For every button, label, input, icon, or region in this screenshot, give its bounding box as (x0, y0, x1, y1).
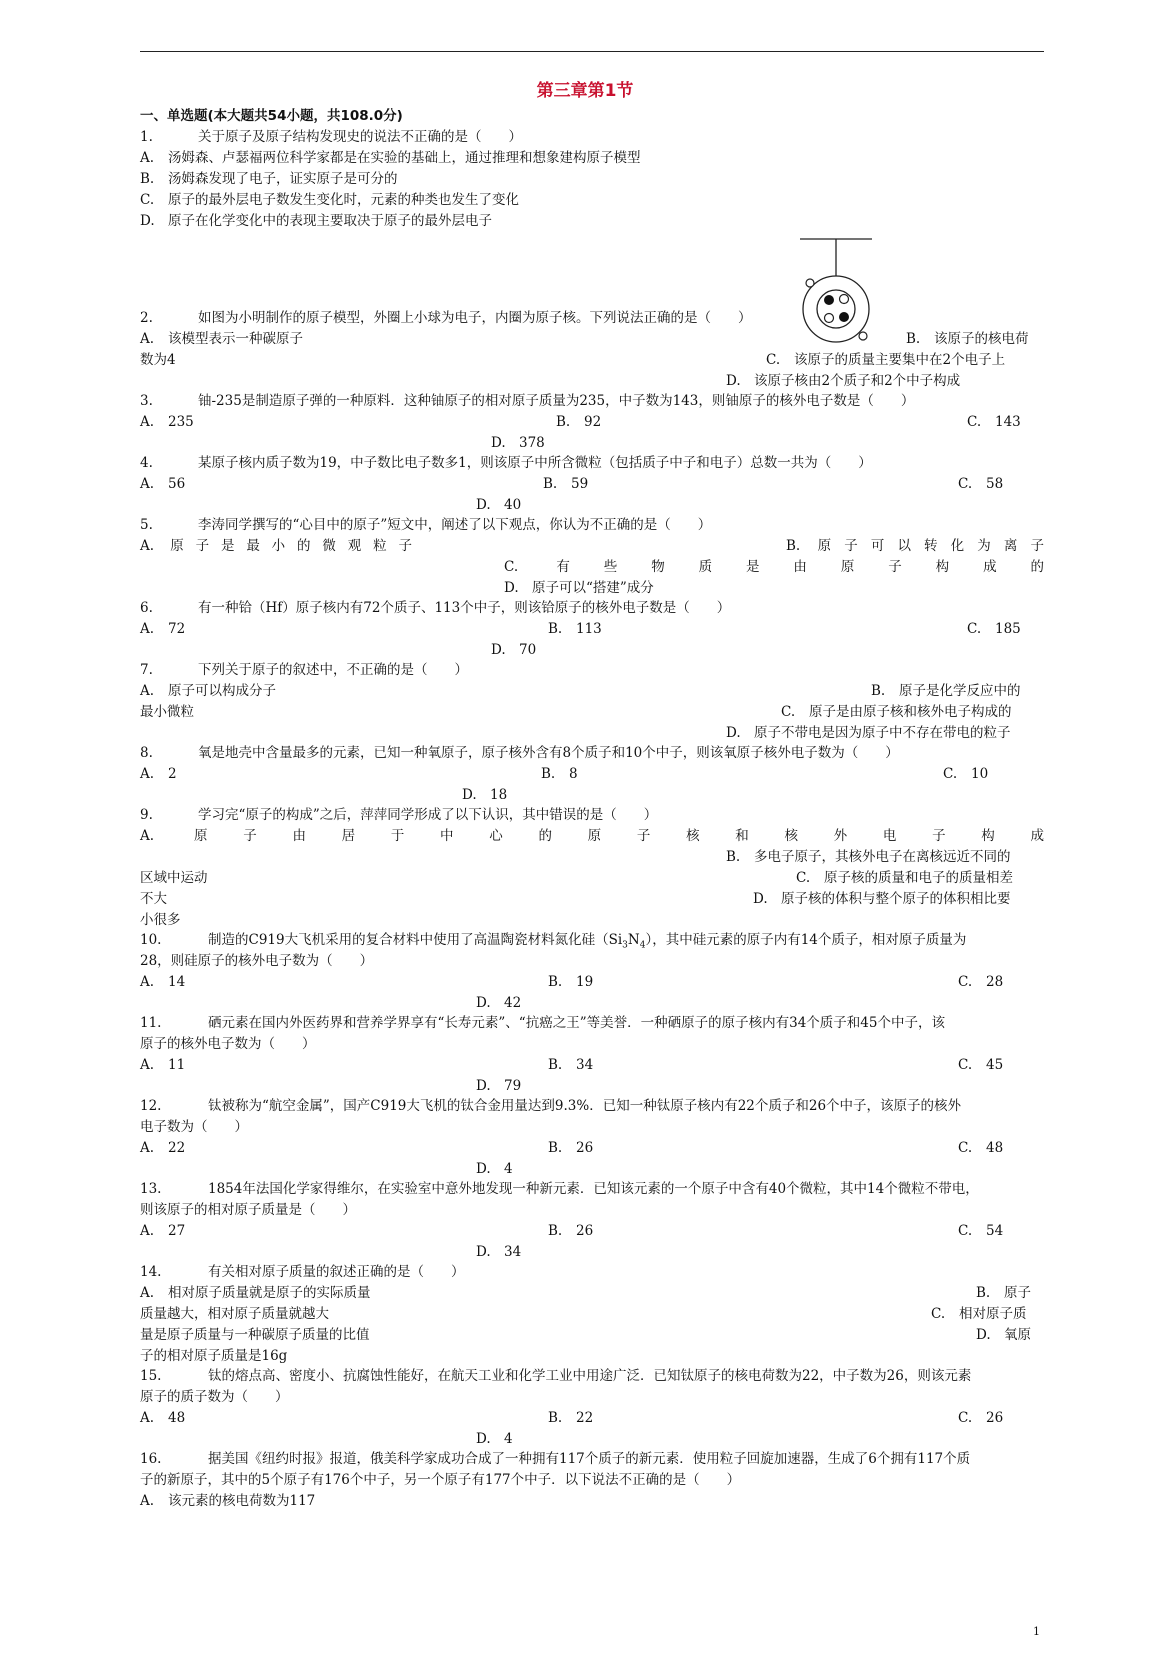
option-a: A. 14 (140, 974, 186, 990)
question-8: 8. 氧是地壳中含量最多的元素，已知一种氧原子，原子核外含有8个质子和10个中子，则该氧原子核外电子数为（ ） (140, 745, 899, 761)
option-d: D. 378 (491, 435, 545, 451)
question-13-cont: 则该原子的相对原子质量是（ ） (140, 1202, 356, 1218)
option-b: B. 19 (548, 974, 594, 990)
option-c: C. 原子的最外层电子数发生变化时，元素的种类也发生了变化 (140, 192, 519, 208)
option-a: A. 235 (140, 414, 194, 430)
option-a: A. 原子可以构成分子 (140, 683, 276, 699)
atom-model-figure (800, 238, 880, 350)
option-b: B. 26 (548, 1223, 594, 1239)
option-d: D. 70 (491, 642, 537, 658)
option-b-cont: 质量越大，相对原子质量就越大 (140, 1306, 329, 1322)
option-d: D. 原子在化学变化中的表现主要取决于原子的最外层电子 (140, 213, 492, 229)
option-b-cont: 区域中运动 (140, 870, 208, 886)
option-c: C. 45 (958, 1057, 1004, 1073)
page-title: 第三章第1节 (536, 81, 634, 101)
option-a: A. 2 (140, 766, 177, 782)
question-10-cont: 28，则硅原子的核外电子数为（ ） (140, 953, 374, 969)
option-b: B. 113 (548, 621, 602, 637)
question-13: 13. 1854年法国化学家得维尔，在实验室中意外地发现一种新元素．已知该元素的一个原子中含有40个微粒，其中14个微粒不带电， (140, 1181, 979, 1197)
option-d: D. 原子可以“搭建”成分 (504, 580, 654, 596)
option-b: B. 8 (541, 766, 578, 782)
option-c-cont: 量是原子质量与一种碳原子质量的比值 (140, 1327, 370, 1343)
option-c: C. 原子核的质量和电子的质量相差 (796, 870, 1013, 886)
option-c: C. 26 (958, 1410, 1004, 1426)
option-a: A. 原子由居于中心的原子核和核外电子构成 (140, 828, 1044, 844)
question-16: 16. 据美国《纽约时报》报道，俄美科学家成功合成了一种拥有117个质子的新元素．使用粒子回旋加速器，生成了6个拥有117个质 (140, 1451, 971, 1467)
option-d: D. 42 (476, 995, 522, 1011)
option-c: C. 28 (958, 974, 1004, 990)
option-a: A. 相对原子质量就是原子的实际质量 (140, 1285, 371, 1301)
question-12: 12. 钛被称为“航空金属”，国产C919大飞机的钛合金用量达到9.3%．已知一种钛原子核内有22个质子和26个中子，该原子的核外 (140, 1098, 962, 1114)
option-a: A. 该模型表示一种碳原子 (140, 331, 303, 347)
option-b: B. 26 (548, 1140, 594, 1156)
option-a: A. 72 (140, 621, 186, 637)
option-c: C. 143 (967, 414, 1021, 430)
option-a: A. 原子是最小的微观粒子 (140, 538, 413, 554)
option-a: A. 该元素的核电荷数为117 (140, 1493, 316, 1509)
option-c: C. 58 (958, 476, 1004, 492)
option-c: C. 48 (958, 1140, 1004, 1156)
question-9: 9. 学习完“原子的构成”之后，萍萍同学形成了以下认识，其中错误的是（ ） (140, 807, 658, 823)
option-b: B. 汤姆森发现了电子，证实原子是可分的 (140, 171, 398, 187)
question-15: 15. 钛的熔点高、密度小、抗腐蚀性能好，在航天工业和化学工业中用途广泛．已知钛原子的核电荷数为22，中子数为26，则该元素 (140, 1368, 972, 1384)
question-4: 4. 某原子核内质子数为19，中子数比电子数多1，则该原子中所含微粒（包括质子中子和电子）总数一共为（ ） (140, 455, 872, 471)
page-number: 1 (1033, 1625, 1040, 1638)
question-15-cont: 原子的质子数为（ ） (140, 1389, 289, 1405)
option-b: B. 原子可以转化为离子 (786, 538, 1044, 554)
question-10: 10. 制造的C919大飞机采用的复合材料中使用了高温陶瓷材料氮化硅$(Si_3N_4)$，其中硅元素的原子内有14个质子，相对原子质量为 (140, 932, 967, 951)
option-d: D. 该原子核由2个质子和2个中子构成 (726, 373, 961, 389)
option-d: D. 18 (462, 787, 508, 803)
option-c: C. 54 (958, 1223, 1004, 1239)
option-d-cont: 子的相对原子质量是16g (140, 1348, 288, 1364)
option-c-cont: 不大 (140, 891, 167, 907)
option-d: D. 氧原 (976, 1327, 1031, 1343)
option-a: A. 48 (140, 1410, 186, 1426)
option-b: B. 59 (543, 476, 589, 492)
option-b: B. 原子 (976, 1285, 1031, 1301)
option-d-cont: 小很多 (140, 912, 181, 928)
question-6: 6. 有一种铪（Hf）原子核内有72个质子、113个中子，则该铪原子的核外电子数是（ ） (140, 600, 731, 616)
option-c: C. 相对原子质 (931, 1306, 1027, 1322)
option-d: D. 40 (476, 497, 522, 513)
option-b-cont: 最小微粒 (140, 704, 194, 720)
option-a: A. 56 (140, 476, 186, 492)
option-b: B. 92 (556, 414, 602, 430)
option-a: A. 22 (140, 1140, 186, 1156)
question-1: 1. 关于原子及原子结构发现史的说法不正确的是（ ） (140, 129, 522, 145)
option-b-cont: 数为4 (140, 352, 176, 368)
option-c: C. 原子是由原子核和核外电子构成的 (781, 704, 1012, 720)
option-c: C. 该原子的质量主要集中在2个电子上 (766, 352, 1006, 368)
option-d: D. 4 (476, 1161, 513, 1177)
option-d: D. 原子核的体积与整个原子的体积相比要 (753, 891, 1011, 907)
option-d: D. 4 (476, 1431, 513, 1447)
question-2: 2. 如图为小明制作的原子模型，外圈上小球为电子，内圈为原子核。下列说法正确的是（ ） (140, 310, 752, 326)
question-stem: 关于原子及原子结构发现史的说法不正确的是（ ） (198, 129, 522, 145)
option-b: B. 22 (548, 1410, 594, 1426)
option-a: A. 11 (140, 1057, 186, 1073)
question-16-cont: 子的新原子，其中的5个原子有176个中子，另一个原子有177个中子．以下说法不正确的是（ ） (140, 1472, 741, 1488)
option-b: B. 原子是化学反应中的 (871, 683, 1021, 699)
option-c: C. 有些物质是由原子构成的 (504, 559, 1045, 575)
option-b: B. 多电子原子，其核外电子在离核远近不同的 (726, 849, 1011, 865)
question-11-cont: 原子的核外电子数为（ ） (140, 1036, 316, 1052)
option-b: B. 该原子的核电荷 (906, 331, 1029, 347)
question-7: 7. 下列关于原子的叙述中，不正确的是（ ） (140, 662, 468, 678)
option-d: D. 原子不带电是因为原子中不存在带电的粒子 (726, 725, 1011, 741)
option-c: C. 185 (967, 621, 1021, 637)
section-heading: 一、单选题(本大题共54小题，共108.0分) (140, 108, 403, 124)
question-5: 5. 李涛同学撰写的“心目中的原子”短文中，阐述了以下观点，你认为不正确的是（ ） (140, 517, 712, 533)
option-d: D. 79 (476, 1078, 522, 1094)
question-14: 14. 有关相对原子质量的叙述正确的是（ ） (140, 1264, 465, 1280)
header-rule (140, 51, 1044, 52)
option-d: D. 34 (476, 1244, 522, 1260)
question-11: 11. 硒元素在国内外医药界和营养学界享有“长寿元素”、“抗癌之王”等美誉．一种硒原子的原子核内有34个质子和45个中子，该 (140, 1015, 945, 1031)
option-a: A. 汤姆森、卢瑟福两位科学家都是在实验的基础上，通过推理和想象建构原子模型 (140, 150, 641, 166)
option-b: B. 34 (548, 1057, 594, 1073)
option-a: A. 27 (140, 1223, 186, 1239)
option-c: C. 10 (943, 766, 989, 782)
question-3: 3. 铀-235是制造原子弹的一种原料．这种铀原子的相对原子质量为235，中子数为143，则铀原子的核外电子数是（ ） (140, 393, 915, 409)
question-12-cont: 电子数为（ ） (140, 1119, 248, 1135)
